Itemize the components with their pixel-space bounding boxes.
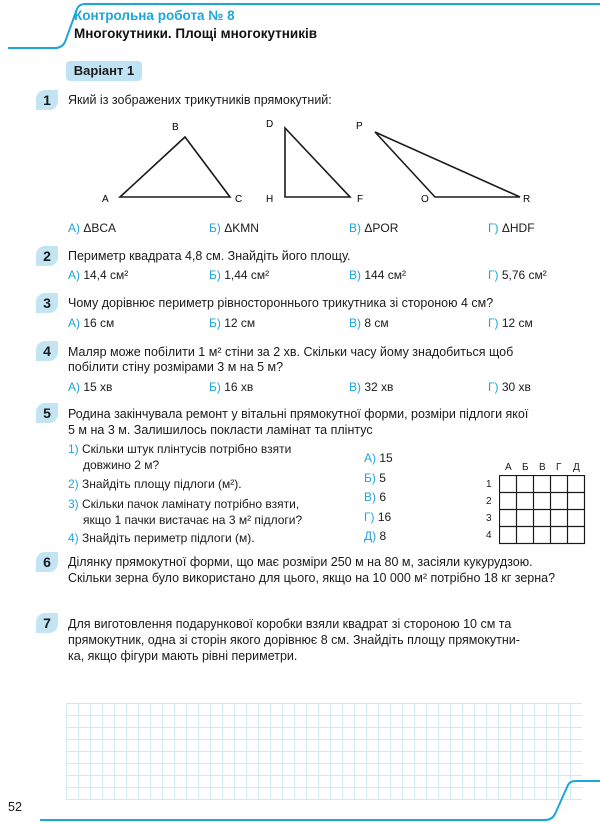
- vertex-label-h: H: [266, 194, 274, 205]
- q5-sub-1-cont: довжино 2 м?: [83, 458, 160, 472]
- page-title: Контрольна робота № 8: [74, 8, 235, 23]
- variant-badge: Варіант 1: [66, 61, 142, 81]
- question-2-text: Периметр квадрата 4,8 см. Знайдіть його площу.: [68, 249, 351, 263]
- q5-sub-3-cont: якщо 1 пачки вистачає на 3 м² підлоги?: [83, 513, 303, 527]
- q3-option-b[interactable]: Б) 12 см: [209, 316, 256, 330]
- grid-col-b: Б: [522, 462, 529, 473]
- vertex-label-a: A: [102, 194, 109, 205]
- q5-sub-3: 3) Скільки пачок ламінату потрібно взяти,: [68, 497, 300, 511]
- question-3-text: Чому дорівнює периметр рівностороннього трикутника зі стороною 4 см?: [68, 296, 494, 310]
- vertex-label-p: P: [356, 121, 363, 132]
- question-7-line2: прямокутник, одна зі сторін якого дорівнює 8 см. Знайдіть площу прямокутни-: [68, 633, 520, 647]
- question-1-text: Який із зображених трикутників прямокутний:: [68, 93, 332, 107]
- q1-option-c[interactable]: В) ΔPOR: [349, 221, 399, 235]
- triangles-figure: [90, 112, 550, 212]
- q5-sub-4: 4) Знайдіть периметр підлоги (м).: [68, 531, 255, 545]
- question-number-6: 6: [36, 552, 58, 572]
- question-7-line1: Для виготовлення подарункової коробки взяли квадрат зі стороною 10 см та: [68, 617, 512, 631]
- grid-col-d: Г: [556, 462, 562, 473]
- grid-row-3: 3: [486, 513, 492, 524]
- answer-grid-cells[interactable]: [499, 475, 586, 545]
- grid-row-4: 4: [486, 530, 492, 541]
- page-number: 52: [8, 800, 22, 814]
- question-number-7: 7: [36, 613, 58, 633]
- q1-option-a[interactable]: А) ΔBCA: [68, 221, 117, 235]
- question-6-line1: Ділянку прямокутної форми, що має розміри 250 м на 80 м, засіяли кукурудзою.: [68, 555, 533, 569]
- q5-answer-c: В) 6: [364, 490, 387, 504]
- question-number-2: 2: [36, 246, 58, 266]
- question-6-line2: Скільки зерна було використано для цього, якщо на 10 000 м² потрібно 18 кг зерна?: [68, 571, 556, 585]
- vertex-label-b: B: [172, 122, 179, 133]
- question-5-line1: Родина закінчувала ремонт у вітальні прямокутної форми, розміри підлоги якої: [68, 407, 529, 421]
- q5-answer-e: Д) 8: [364, 529, 387, 543]
- q3-option-a[interactable]: А) 16 см: [68, 316, 115, 330]
- q4-option-c[interactable]: В) 32 хв: [349, 380, 394, 394]
- grid-col-e: Д: [573, 462, 580, 473]
- q1-option-b[interactable]: Б) ΔKMN: [209, 221, 259, 235]
- question-4-line2: побілити стіну розмірами 3 м на 5 м?: [68, 360, 284, 374]
- question-7-line3: ка, якщо фігури мають рівні периметри.: [68, 649, 298, 663]
- grid-col-c: В: [539, 462, 546, 473]
- question-4-line1: Маляр може побілити 1 м² стіни за 2 хв. Скільки часу йому знадобиться щоб: [68, 345, 514, 359]
- q5-answer-a: А) 15: [364, 451, 393, 465]
- q4-option-d[interactable]: Г) 30 хв: [488, 380, 531, 394]
- vertex-label-r: R: [523, 194, 531, 205]
- q3-option-c[interactable]: В) 8 см: [349, 316, 389, 330]
- q5-sub-2: 2) Знайдіть площу підлоги (м²).: [68, 477, 242, 491]
- grid-row-2: 2: [486, 496, 492, 507]
- vertex-label-c: C: [235, 194, 243, 205]
- footer-frame: [0, 780, 600, 825]
- grid-row-1: 1: [486, 479, 492, 490]
- q2-option-c[interactable]: В) 144 см²: [349, 268, 406, 282]
- page-subtitle: Многокутники. Площі многокутників: [74, 26, 318, 41]
- vertex-label-f: F: [357, 194, 364, 205]
- question-number-3: 3: [36, 293, 58, 313]
- vertex-label-o: O: [421, 194, 429, 205]
- q5-answer-d: Г) 16: [364, 510, 392, 524]
- q4-option-a[interactable]: А) 15 хв: [68, 380, 113, 394]
- q2-option-b[interactable]: Б) 1,44 см²: [209, 268, 270, 282]
- q4-option-b[interactable]: Б) 16 хв: [209, 380, 254, 394]
- q1-option-d[interactable]: Г) ΔHDF: [488, 221, 535, 235]
- grid-col-a: А: [505, 462, 512, 473]
- question-number-1: 1: [36, 90, 58, 110]
- question-number-5: 5: [36, 403, 58, 423]
- q5-sub-1: 1) Скільки штук плінтусів потрібно взяти: [68, 442, 292, 456]
- question-5-line2: 5 м на 3 м. Залишилось покласти ламінат та плінтус: [68, 423, 373, 437]
- q2-option-a[interactable]: А) 14,4 см²: [68, 268, 129, 282]
- vertex-label-d: D: [266, 119, 274, 130]
- q3-option-d[interactable]: Г) 12 см: [488, 316, 533, 330]
- q2-option-d[interactable]: Г) 5,76 см²: [488, 268, 547, 282]
- q5-answer-b: Б) 5: [364, 471, 386, 485]
- answer-grid: [483, 462, 593, 552]
- question-number-4: 4: [36, 341, 58, 361]
